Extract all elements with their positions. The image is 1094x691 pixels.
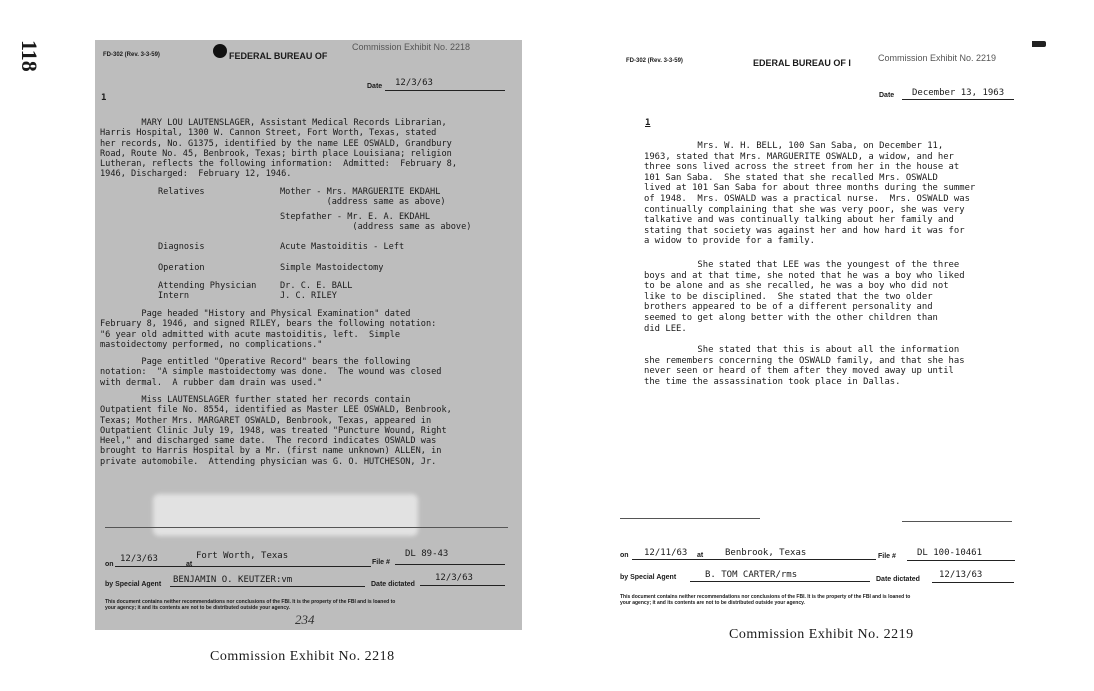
exhibit-2218-document bbox=[95, 40, 522, 630]
file-number: DL 89-43 bbox=[405, 549, 449, 559]
on-label: on bbox=[620, 552, 629, 559]
agency-header: FEDERAL BUREAU OF bbox=[229, 51, 328, 61]
form-id: FD-302 (Rev. 3-3-59) bbox=[626, 58, 683, 64]
physician-value: Dr. C. E. BALL J. C. RILEY bbox=[280, 281, 353, 302]
date-value: December 13, 1963 bbox=[912, 88, 1005, 98]
dictated-label: Date dictated bbox=[371, 581, 415, 588]
at-label: at bbox=[697, 552, 704, 559]
agent-name: BENJAMIN O. KEUTZER:vm bbox=[173, 575, 293, 585]
file-label: File # bbox=[372, 559, 390, 566]
handwritten-number: 234 bbox=[295, 612, 315, 627]
operation-label: Operation bbox=[158, 263, 205, 273]
dictated-date: 12/3/63 bbox=[435, 573, 473, 583]
agency-header: EDERAL BUREAU OF I bbox=[753, 58, 851, 68]
dictated-label: Date dictated bbox=[876, 576, 920, 583]
caption-2218: Commission Exhibit No. 2218 bbox=[210, 649, 395, 664]
date-label: Date bbox=[367, 83, 383, 90]
paragraph-1: Mrs. W. H. BELL, 100 San Saba, on December 11, 1963, stated that Mrs. MARGUERITE OSWALD, a widow, and her three sons lived across the street from her in the house at 101 San Saba. She stated that she recalled Mrs. OSWALD lived at 101 San Saba for about three months during the summer of 1948. Mrs. OSWALD was a practical nurse. Mrs. OSWALD was continually complaining that she was very poor, she was very talkative and was continually talking about her family and stating that society was against her and how hard it was for a widow to provide for a family. bbox=[644, 141, 976, 247]
paragraph-3: Page entitled "Operative Record" bears the following notation: "A simple mastoidectomy was done. The wound was closed with dermal. A rubber dam drain was used." bbox=[100, 357, 442, 388]
physician-label: Attending Physician Intern bbox=[158, 281, 257, 302]
footer-disclaimer: This document contains neither recommendations nor conclusions of the FBI. It is the property of the FBI and is loaned to your agency; it and its contents are not to be distributed outside your agency. bbox=[620, 594, 911, 606]
paragraph-2: She stated that LEE was the youngest of the three boys and at that time, she noted that he was a boy who liked to be alone and as she recalled, he was a boy who did not like to be disciplined. She stated that the two older brothers appeared to be of a different personality and seemed to get along better with the other children than did LEE. bbox=[644, 260, 965, 334]
diagnosis-value: Acute Mastoiditis - Left bbox=[280, 242, 405, 252]
footer-disclaimer: This document contains neither recommendations nor conclusions of the FBI. It is the property of the FBI and is loaned to your agency; it and its contents are not to be distributed outside your agency. bbox=[105, 599, 396, 611]
file-number: DL 100-10461 bbox=[917, 548, 983, 558]
paragraph-1: MARY LOU LAUTENSLAGER, Assistant Medical Records Librarian, Harris Hospital, 1300 W. Cannon Street, Fort Worth, Texas, stated her records, No. G1375, identified by the name LEE OSWALD, Grandbury Road, Route No. 45, Benbrook, Texas; birth place Louisiana; religion Lutheran, reflects the following information: Admitted: February 8, 1946, Discharged: February 12, 1946. bbox=[100, 118, 457, 180]
location: Benbrook, Texas bbox=[725, 548, 807, 558]
page-marker: 1 bbox=[645, 118, 651, 128]
paragraph-3: She stated that this is about all the information she remembers concerning the OSWALD family, and that she has never seen or heard of them after they moved away up until the time the assassination took place in Dallas. bbox=[644, 345, 965, 387]
punch-hole bbox=[213, 44, 227, 58]
file-label: File # bbox=[878, 553, 896, 560]
relatives-value: Mother - Mrs. MARGUERITE EKDAHL (address same as above) bbox=[280, 187, 446, 208]
exhibit-header: Commission Exhibit No. 2219 bbox=[878, 53, 997, 63]
agent-name: B. TOM CARTER/rms bbox=[705, 570, 798, 580]
stepfather-value: Stepfather - Mr. E. A. EKDAHL (address same as above) bbox=[280, 212, 472, 233]
agent-label: by Special Agent bbox=[620, 574, 677, 581]
exhibit-header: Commission Exhibit No. 2218 bbox=[352, 42, 471, 52]
dictated-date: 12/13/63 bbox=[939, 570, 983, 580]
page-number: 118 bbox=[17, 40, 42, 72]
paragraph-4: Miss LAUTENSLAGER further stated her records contain Outpatient file No. 8554, identified as Master LEE OSWALD, Benbrook, Texas; Mother Mrs. MARGARET OSWALD, Benbrook, Texas, appeared in Outpatient Clinic July 19, 1948, was treated "Puncture Wound, Right Heel," and discharged same date. The record indicates OSWALD was brought to Harris Hospital by a Mr. (first name unknown) ALLEN, in private automobile. Attending physician was G. O. HUTCHESON, Jr. bbox=[100, 395, 452, 467]
operation-value: Simple Mastoidectomy bbox=[280, 263, 384, 273]
at-label: at bbox=[186, 561, 193, 568]
location: Fort Worth, Texas bbox=[196, 551, 289, 561]
form-id: FD-302 (Rev. 3-3-59) bbox=[103, 52, 160, 58]
relatives-label: Relatives bbox=[158, 187, 205, 197]
paragraph-2: Page headed "History and Physical Examination" dated February 8, 1946, and signed RILEY, bears the following notation: "6 year old admitted with acute mastoiditis, left. Simple mastoidectomy performed, no complications." bbox=[100, 309, 437, 350]
redaction-smudge bbox=[153, 494, 418, 536]
agent-label: by Special Agent bbox=[105, 581, 162, 588]
diagnosis-label: Diagnosis bbox=[158, 242, 205, 252]
caption-2219: Commission Exhibit No. 2219 bbox=[729, 627, 914, 642]
date-label: Date bbox=[879, 92, 895, 99]
on-date: 12/3/63 bbox=[120, 554, 158, 564]
on-date: 12/11/63 bbox=[644, 548, 688, 558]
page-marker: 1 bbox=[101, 93, 107, 103]
on-label: on bbox=[105, 561, 114, 568]
date-value: 12/3/63 bbox=[395, 78, 433, 88]
exhibit-2219-document bbox=[612, 40, 1032, 615]
